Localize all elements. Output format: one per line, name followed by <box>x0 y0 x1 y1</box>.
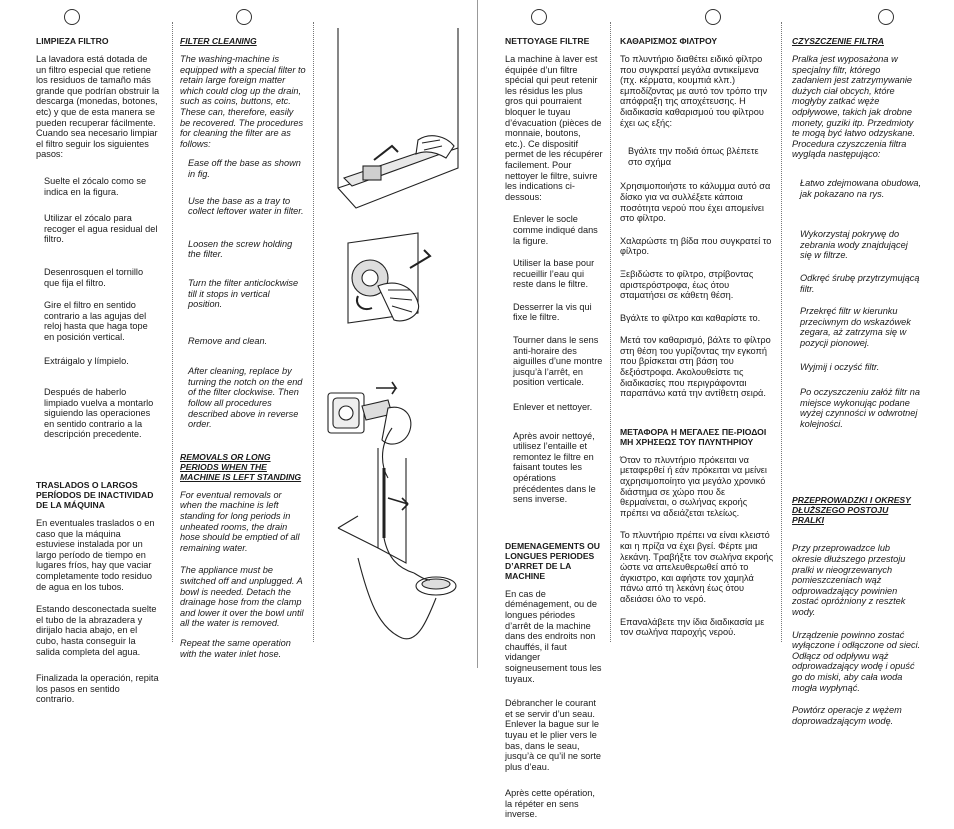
el-para-2c: Επαναλάβετε την ίδια διαδικασία με τον σωλήνα παροχής νερού. <box>620 616 765 638</box>
pl-step-6: Po oczyszczeniu załóż filtr na miejsce wykonując podane wyżej czynności w odwrotnej kolejności. <box>800 387 920 429</box>
pl-para-2c: Powtórz operacje z wężem doprowadzającym wodę. <box>792 705 902 726</box>
pl-para-2b: Urządzenie powinno zostać wyłączone i odłączone od sieci. Odłącz od odpływu wąż odprowadzający wodę i opuść go do miski, aby cała woda mogła wypłynąć. <box>792 629 921 693</box>
en-para-2a: For eventual removals or when the machine is left standing for long periods in unheated rooms, the drain hose should be emptied of all remaining water. <box>180 489 300 553</box>
en-step-6: After cleaning, replace by turning the notch on the end of the filter clockwise. Then follow all procedures described above in reverse order. <box>188 366 303 430</box>
pl-title: CZYSZCZENIE FILTRA <box>792 36 884 46</box>
drain-hose-illustration <box>338 448 456 639</box>
filter-illustrations <box>318 28 468 648</box>
fr-title-2: DEMENAGEMENTS OU LONGUES PERIODES D’ARRET DE LA MACHINE <box>505 540 601 581</box>
pl-step-3: Odkręć śrubę przytrzymującą filtr. <box>800 272 920 294</box>
en-step-1: Ease off the base as shown in fig. <box>188 158 301 179</box>
en-para-2c: Repeat the same operation with the water inlet hose. <box>180 637 291 659</box>
fr-para-2a: En cas de déménagement, ou de longues périodes d’arrêt de la machine dans des endroits non chauffés, il faut vidanger soigneusement tous les tuyaux. <box>505 588 602 684</box>
unplug-illustration <box>328 382 411 478</box>
el-step-4: Ξεβιδώστε το φίλτρο, στρίβοντας αριστερόστροφα, έως ότου σταματήσει σε κάθετη θέση. <box>620 268 754 301</box>
el-step-1: Βγάλτε την ποδιά όπως βλέπετε στο σχήμα <box>628 146 759 167</box>
es-para-2b: Estando desconectada suelte el tubo de la abrazadera y dirijalo hacia abajo, en el cubo, hasta conseguir la salida completa del agua. <box>36 604 157 657</box>
french-column <box>505 36 603 829</box>
pl-intro: Pralka jest wyposażona w specjalny filtr, którego zadaniem jest zatrzymywanie dużych ciał obcych, które mogłyby zatkać węże odpływowe, takich jak drobne monety, guziki itp. Przedmioty te mogą być łatwo odzyskane. Procedura czyszczenia filtra wygląda następująco: <box>792 54 916 160</box>
es-step-3: Desenrosquen el tornillo que fija el filtro. <box>44 266 144 288</box>
pl-step-2: Wykorzystaj pokrywę do zebrania wody znajdującej się w filtrze. <box>800 229 908 261</box>
en-step-4: Turn the filter anticlockwise till it stops in vertical position. <box>188 277 299 310</box>
es-step-4: Gire el filtro en sentido contrario a las agujas del reloj hasta que haga tope en posición vertical. <box>44 300 148 342</box>
fr-step-2: Utiliser la base pour recueillir l’eau qui reste dans le filtre. <box>513 258 595 290</box>
page-marker-circle <box>531 9 547 25</box>
es-step-1: Suelte el zócalo como se indica en la figura. <box>44 175 147 197</box>
fr-step-1: Enlever le socle comme indiqué dans la figure. <box>513 214 598 246</box>
fr-para-2b: Débrancher le courant et se servir d’un seau. <box>505 698 596 719</box>
es-intro: La lavadora está dotada de un filtro especial que retiene los residuos de tamaño más grande que podrían obstruir la descarga (monedas, botones, etc) y que de esta manera se pueden recuperar fácilmente. Cuando sea necesario limpiar el filtro seguir los siguientes pasos: <box>36 54 160 160</box>
el-intro: Το πλυντήριο διαθέτει ειδικό φίλτρο που συγκρατεί μεγάλα αντικείμενα (πχ. κέρματα, κουμπιά κλπ.) εμποδίζοντας με αυτό τον τρόπο την απόφραξη της αποχέτευσης. Η διαδικασία καθαρισμού του φίλτρου έχει ως εξής: <box>620 54 768 128</box>
fr-step-6: Après avoir nettoyé, utilisez l’entaille et remontez le filtre en faisant toutes les opérations précédentes dans le sens inverse. <box>513 430 596 505</box>
es-step-2: Utilizar el zócalo para recoger el agua residual del filtro. <box>44 213 158 245</box>
es-step-5: Extráigalo y límpielo. <box>44 356 129 367</box>
el-step-3: Χαλαρώστε τη βίδα που συγκρατεί το φίλτρο. <box>620 235 772 257</box>
fr-step-3: Desserrer la vis qui fixe le filtre. <box>513 301 592 323</box>
en-step-3: Loosen the screw holding the filter. <box>188 238 293 260</box>
en-title: FILTER CLEANING <box>180 36 257 46</box>
fr-para-2d: Après cette opération, la répéter en sens inverse. <box>505 788 595 820</box>
spanish-column <box>36 36 160 714</box>
el-para-2a: Όταν το πλυντήριο πρόκειται να μεταφερθεί ή εάν πρόκειται να μείνει αχρησιμοποίητο για μεγάλο χρονικό διάστημα σε χώρο που δε θερμαίνεται, ο σωλήνας εκροής πρέπει να αδειάζεται τελείως. <box>620 454 767 518</box>
en-step-5: Remove and clean. <box>188 335 268 346</box>
en-intro: The washing-machine is equipped with a special filter to retain large foreign matter which could clog up the drain, such as coins, buttons, etc. These can, therefore, easily be recovered. The procedures for cleaning the filter are as follows: <box>180 54 306 149</box>
en-para-2b: The appliance must be switched off and unplugged. A bowl is needed. Detach the drainage hose from the clamp and lower it over the bowl until all the water is removed. <box>180 565 304 629</box>
column-divider <box>172 22 173 642</box>
filter-removal-illustration <box>348 233 430 323</box>
el-step-6: Μετά τον καθαρισμό, βάλτε το φίλτρο στη θέση του γυρίζοντας την εγκοπή που βρίσκεται στη βάση του δεξιόστροφα. Ακολουθείστε τις διαδικασίες που περιγράφονται παραπάνω κατά την αντίθετη σειρά. <box>620 335 771 399</box>
column-divider <box>781 22 782 642</box>
pl-step-1: Łatwo zdejmowana obudowa, jak pokazano na rys. <box>800 177 922 199</box>
el-para-2b: Το πλυντήριο πρέπει να είναι κλειστό και η πρίζα να έχει βγεί. Φέρτε μια λεκάνη. Τραβήξτε τον σωλήνα εκροής ώστε να απελευθερωθεί από το άγκιστρο, και αφήστε τον χαμηλά πάνω από τη λεκάνη έως ότου αδειάσει όλο το νερό. <box>620 530 774 604</box>
es-step-6: Después de haberlo limpiado vuelva a montarlo siguiendo las operaciones en sentido contrario a la descripción precedente. <box>44 387 154 440</box>
el-title-2: ΜΕΤΑΦΟΡΑ Η ΜΕΓΑΛΕΣ ΠΕ-ΡΙΟΔΟΙ ΜΗ ΧΡΗΣΕΩΣ ΤΟΥ ΠΛΥΝΤΗΡΙΟΥ <box>620 426 767 447</box>
el-title: ΚΑΘΑΡΙΣΜΟΣ ΦΙΛΤΡΟΥ <box>620 36 718 46</box>
el-step-2: Χρησιμοποιήστε το κάλυμμα αυτό σα δίσκο για να συλλέξετε κάποια ποσότητα νερού που έχει απομείνει στο φίλτρο. <box>620 181 771 224</box>
polish-column <box>792 36 922 735</box>
english-column <box>180 36 306 668</box>
fr-title: NETTOYAGE FILTRE <box>505 36 590 46</box>
es-para-2c: Finalizada la operación, repita los pasos en sentido contrario. <box>36 673 159 705</box>
pl-step-4: Przekręć filtr w kierunku przeciwnym do wskazówek zegara, aż zatrzyma się w pozycji pionowej. <box>800 306 911 348</box>
es-title: LIMPIEZA FILTRO <box>36 36 109 46</box>
page-marker-circle <box>705 9 721 25</box>
en-step-2: Use the base as a tray to collect leftover water in filter. <box>188 195 304 217</box>
fr-para-2c: Enlever la bague sur le tuyau et le plier vers le bas, dans le seau, jusqu’à ce qu’il ne sorte plus d’eau. <box>505 719 602 772</box>
pl-step-5: Wyjmij i oczyść filtr. <box>800 362 880 373</box>
el-step-5: Βγάλτε το φίλτρο και καθαρίστε το. <box>620 312 761 323</box>
page-marker-circle <box>64 9 80 25</box>
column-divider <box>313 22 314 642</box>
pl-para-2a: Przy przeprowadzce lub okresie dłuższego przestoju pralki w nieogrzewanych pomieszczeniach wąż odprowadzający powinien zostać opróżniony z resztek wody. <box>792 543 906 617</box>
pl-title-2: PRZEPROWADZKI I OKRESY DŁUŻSZEGO POSTOJU PRALKI <box>792 495 911 526</box>
fr-step-4: Tourner dans le sens anti-horaire des aiguilles d’une montre jusqu’à l’arrêt, en position verticale. <box>513 335 603 388</box>
page-marker-circle <box>878 9 894 25</box>
fr-step-5: Enlever et nettoyer. <box>513 402 593 413</box>
page-fold-line <box>477 0 478 668</box>
machine-base-illustration <box>338 28 458 208</box>
fr-intro: La machine à laver est équipée d’un filtre spécial qui peut retenir les résidus les plus gros qui pourraient bloquer le tuyau d’évacuation (pièces de monnaie, boutons, etc.). Ce dispositif permet de les récupérer facilement. Pour nettoyer le filtre, suivre les indications ci-dessous: <box>505 54 603 202</box>
greek-column <box>620 36 774 647</box>
page-marker-circle <box>236 9 252 25</box>
es-para-2a: En eventuales traslados o en caso que la máquina estuviese instalada por un largo período de tiempo en lugares fríos, hay que vaciar completamente todo residuo de agua en los tubos. <box>36 518 155 592</box>
column-divider <box>610 22 611 642</box>
en-title-2: REMOVALS OR LONG PERIODS WHEN THE MACHINE IS LEFT STANDING <box>180 451 302 482</box>
es-title-2: TRASLADOS O LARGOS PERÍODOS DE INACTIVIDAD DE LA MÁQUINA <box>36 480 154 511</box>
